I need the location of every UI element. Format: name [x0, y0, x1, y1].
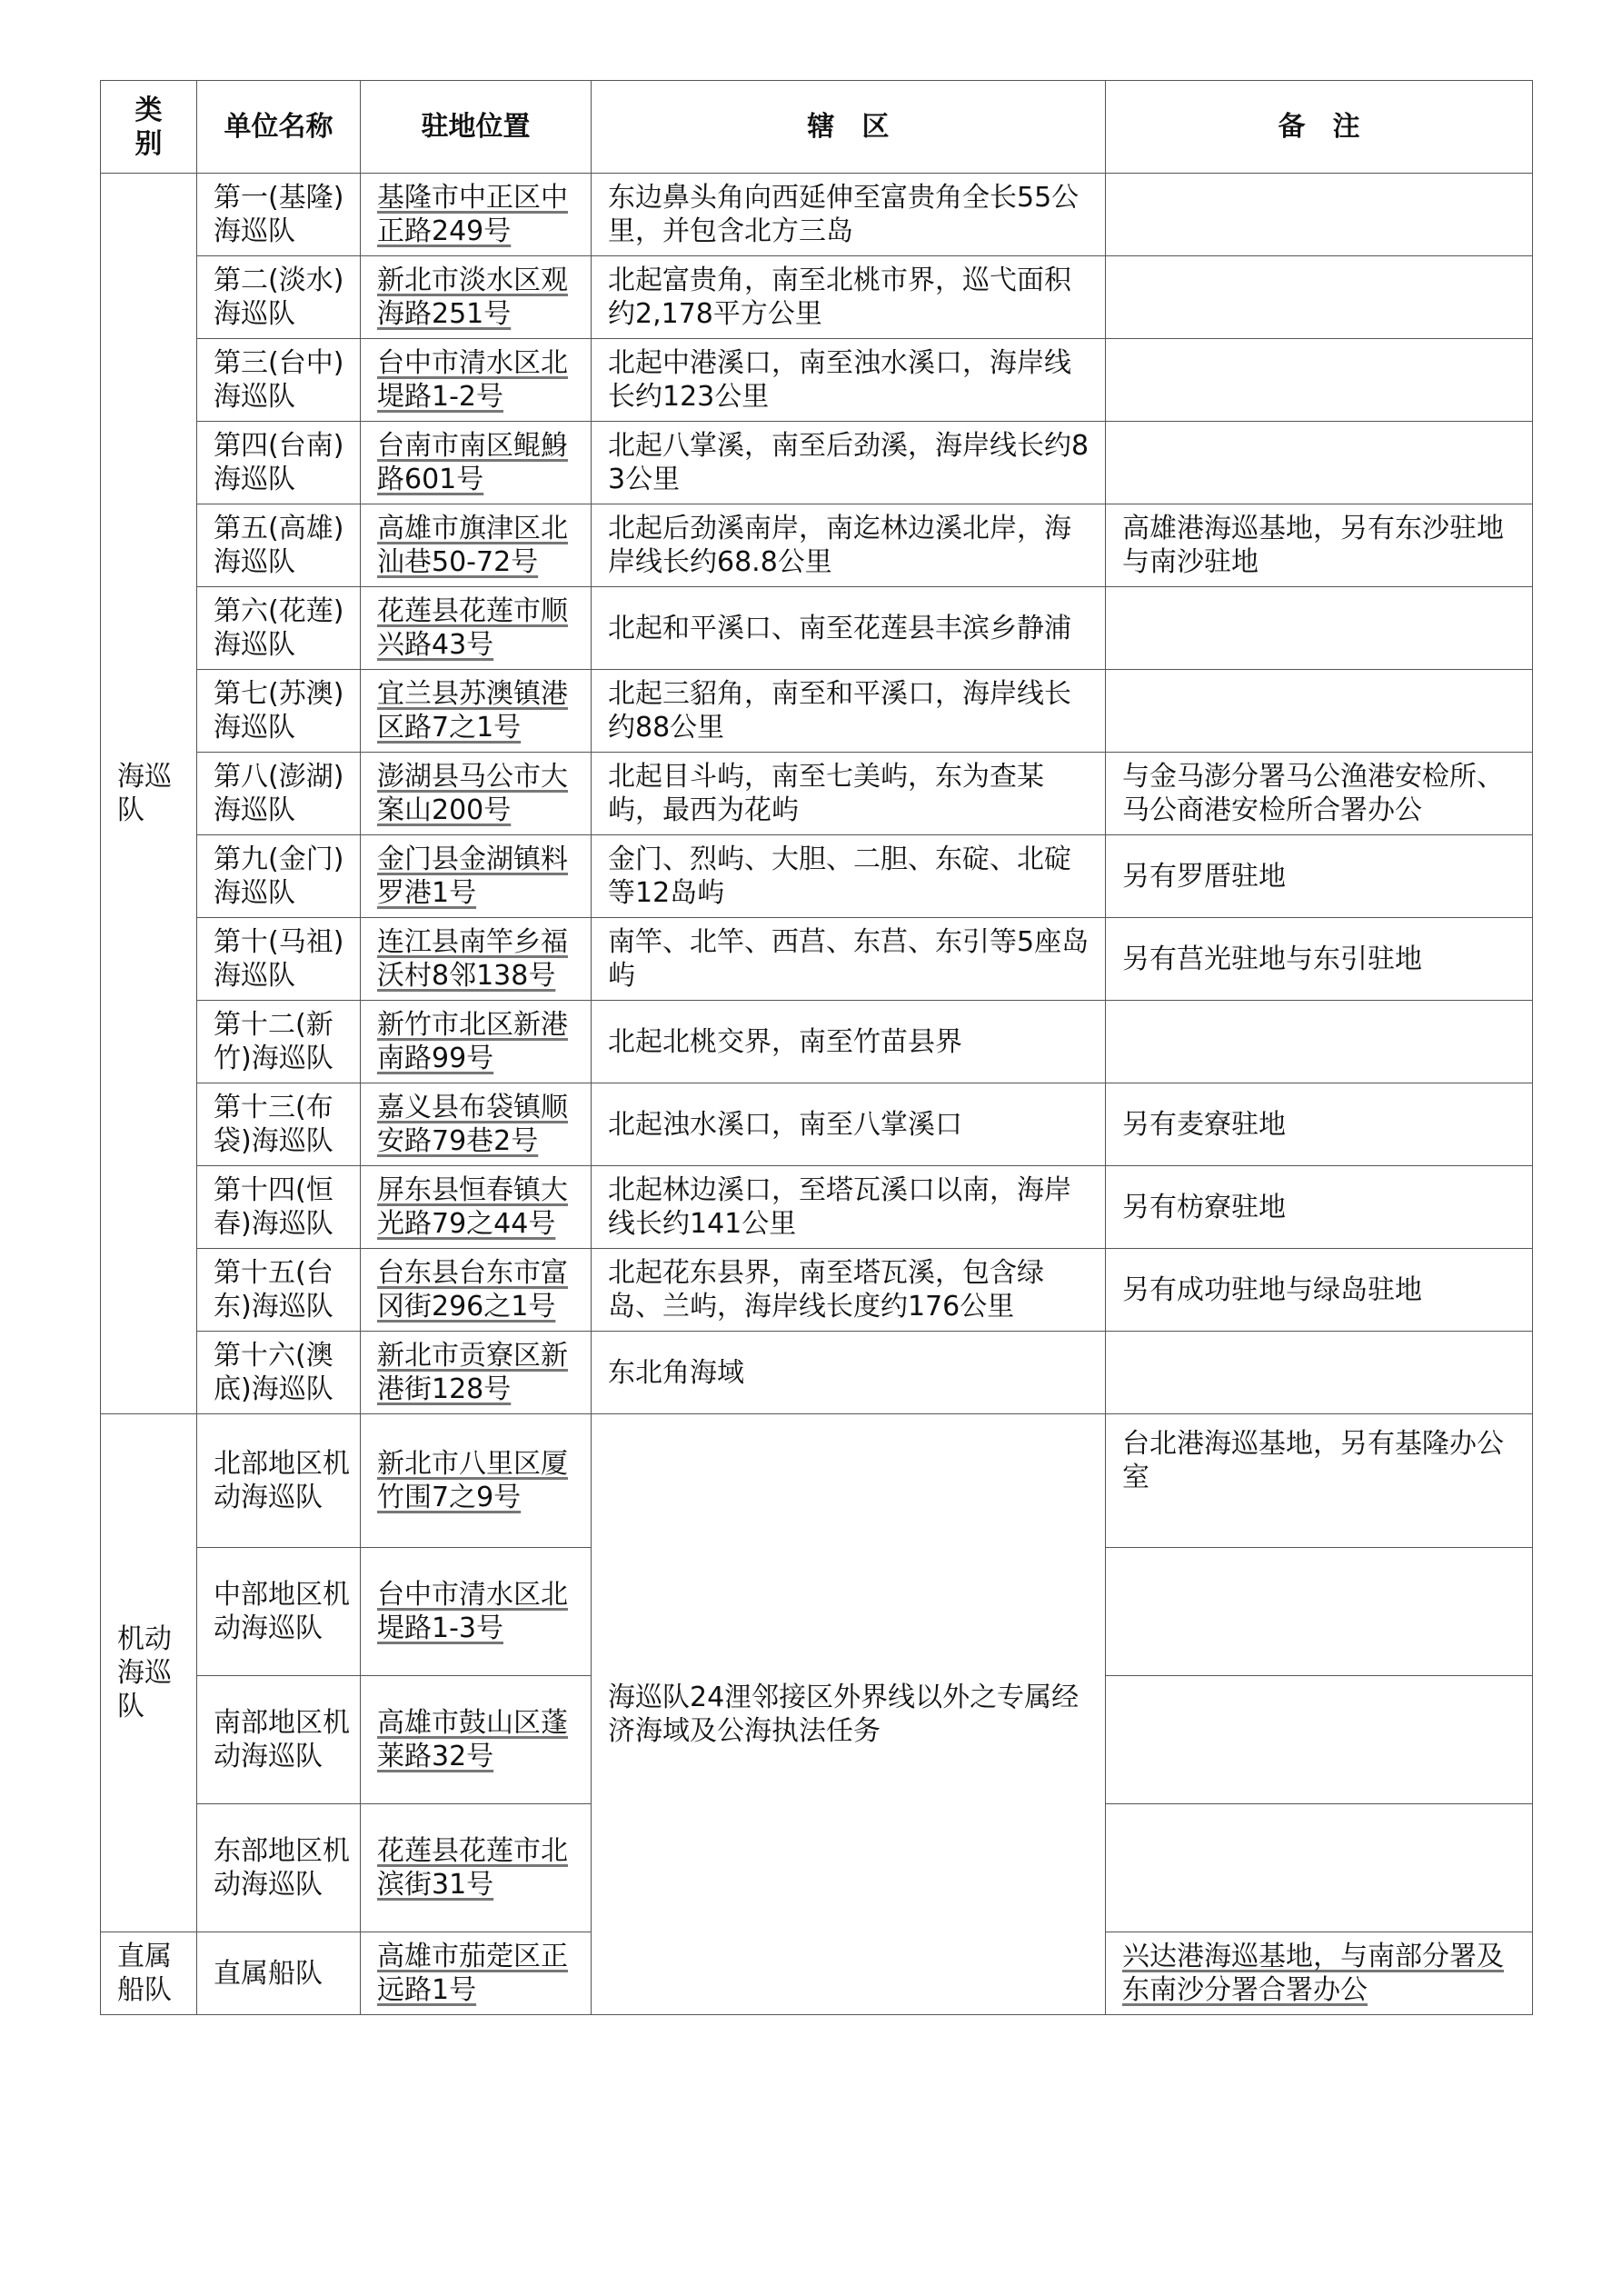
unit-name-cell: 第十(马祖)海巡队: [197, 918, 361, 1001]
location-cell: 新北市八里区厦竹围7之9号: [361, 1414, 592, 1548]
unit-name-cell: 东部地区机动海巡队: [197, 1804, 361, 1932]
unit-name-cell: 第五(高雄)海巡队: [197, 504, 361, 587]
remark-cell: 另有麦寮驻地: [1106, 1083, 1533, 1166]
unit-name-cell: 直属船队: [197, 1932, 361, 2015]
location-cell: 台中市清水区北堤路1-2号: [361, 339, 592, 422]
location-cell: 高雄市鼓山区蓬莱路32号: [361, 1676, 592, 1804]
jurisdiction-cell: 北起中港溪口，南至浊水溪口，海岸线长约123公里: [592, 339, 1106, 422]
table-row: [101, 587, 1533, 670]
location-cell: 花莲县花莲市顺兴路43号: [361, 587, 592, 670]
remark-cell: [1106, 174, 1533, 256]
unit-name-cell: 南部地区机动海巡队: [197, 1676, 361, 1804]
table-row: [101, 670, 1533, 753]
location-cell: 高雄市茄萣区正远路1号: [361, 1932, 592, 2015]
unit-name-cell: 第十四(恒春)海巡队: [197, 1166, 361, 1249]
location-cell: 台东县台东市富冈街296之1号: [361, 1249, 592, 1332]
remark-cell: [1106, 1001, 1533, 1083]
jurisdiction-cell: 北起富贵角，南至北桃市界，巡弋面积约2,178平方公里: [592, 256, 1106, 339]
unit-name-cell: 第十三(布袋)海巡队: [197, 1083, 361, 1166]
remark-cell: [1106, 1548, 1533, 1676]
table-row: [101, 422, 1533, 504]
unit-name-cell: 第十五(台东)海巡队: [197, 1249, 361, 1332]
category-cell: 机动海巡队: [101, 1414, 197, 1932]
remark-cell: [1106, 422, 1533, 504]
location-cell: 宜兰县苏澳镇港区路7之1号: [361, 670, 592, 753]
unit-name-cell: 第三(台中)海巡队: [197, 339, 361, 422]
unit-name-cell: 第八(澎湖)海巡队: [197, 753, 361, 835]
jurisdiction-cell: 北起八掌溪，南至后劲溪，海岸线长约83公里: [592, 422, 1106, 504]
location-cell: 新竹市北区新港南路99号: [361, 1001, 592, 1083]
jurisdiction-cell: 北起浊水溪口，南至八掌溪口: [592, 1083, 1106, 1166]
table-row: [101, 504, 1533, 587]
remark-cell: 高雄港海巡基地，另有东沙驻地与南沙驻地: [1106, 504, 1533, 587]
remark-cell: 另有罗厝驻地: [1106, 835, 1533, 918]
remark-cell: 兴达港海巡基地，与南部分署及东南沙分署合署办公: [1106, 1932, 1533, 2015]
location-cell: 基隆市中正区中正路249号: [361, 174, 592, 256]
table-row: [101, 835, 1533, 918]
remark-cell: 另有枋寮驻地: [1106, 1166, 1533, 1249]
unit-name-cell: 第十二(新竹)海巡队: [197, 1001, 361, 1083]
unit-name-cell: 第二(淡水)海巡队: [197, 256, 361, 339]
location-cell: 花莲县花莲市北滨街31号: [361, 1804, 592, 1932]
table-row: [101, 339, 1533, 422]
jurisdiction-cell: 金门、烈屿、大胆、二胆、东碇、北碇等12岛屿: [592, 835, 1106, 918]
location-cell: 高雄市旗津区北汕巷50-72号: [361, 504, 592, 587]
jurisdiction-cell: 东北角海域: [592, 1332, 1106, 1414]
remark-cell: [1106, 339, 1533, 422]
remark-cell: [1106, 1332, 1533, 1414]
location-cell: 新北市贡寮区新港街128号: [361, 1332, 592, 1414]
table-row: [101, 1249, 1533, 1332]
location-cell: 新北市淡水区观海路251号: [361, 256, 592, 339]
remark-cell: [1106, 1676, 1533, 1804]
header-category: 类 别: [101, 81, 197, 174]
location-cell: 金门县金湖镇料罗港1号: [361, 835, 592, 918]
remark-cell: 另有成功驻地与绿岛驻地: [1106, 1249, 1533, 1332]
header-jurisdiction: 辖 区: [592, 81, 1106, 174]
jurisdiction-cell: 北起后劲溪南岸，南迄林边溪北岸，海岸线长约68.8公里: [592, 504, 1106, 587]
header-unit-name: 单位名称: [197, 81, 361, 174]
jurisdiction-cell: 北起和平溪口、南至花莲县丰滨乡静浦: [592, 587, 1106, 670]
jurisdiction-cell: 北起三貂角，南至和平溪口，海岸线长约88公里: [592, 670, 1106, 753]
unit-name-cell: 北部地区机动海巡队: [197, 1414, 361, 1548]
remark-cell: 台北港海巡基地，另有基隆办公室: [1106, 1414, 1533, 1548]
unit-name-cell: 中部地区机动海巡队: [197, 1548, 361, 1676]
unit-name-cell: 第六(花莲)海巡队: [197, 587, 361, 670]
shared-jurisdiction-cell: 海巡队24浬邻接区外界线以外之专属经济海域及公海执法任务: [592, 1414, 1106, 2015]
location-cell: 嘉义县布袋镇顺安路79巷2号: [361, 1083, 592, 1166]
unit-name-cell: 第四(台南)海巡队: [197, 422, 361, 504]
location-cell: 连江县南竿乡福沃村8邻138号: [361, 918, 592, 1001]
location-cell: 屏东县恒春镇大光路79之44号: [361, 1166, 592, 1249]
location-cell: 台南市南区鲲鯓路601号: [361, 422, 592, 504]
table-row: [101, 256, 1533, 339]
header-location: 驻地位置: [361, 81, 592, 174]
table-row: [101, 753, 1533, 835]
table-row: [101, 1332, 1533, 1414]
remark-cell: [1106, 587, 1533, 670]
category-cell: 直属船队: [101, 1932, 197, 2015]
remark-cell: [1106, 670, 1533, 753]
location-cell: 澎湖县马公市大案山200号: [361, 753, 592, 835]
table-row: [101, 1001, 1533, 1083]
unit-name-cell: 第七(苏澳)海巡队: [197, 670, 361, 753]
table-row: [101, 1083, 1533, 1166]
remark-cell: [1106, 256, 1533, 339]
jurisdiction-cell: 北起林边溪口，至塔瓦溪口以南，海岸线长约141公里: [592, 1166, 1106, 1249]
unit-name-cell: 第一(基隆)海巡队: [197, 174, 361, 256]
jurisdiction-cell: 南竿、北竿、西莒、东莒、东引等5座岛屿: [592, 918, 1106, 1001]
location-cell: 台中市清水区北堤路1-3号: [361, 1548, 592, 1676]
jurisdiction-cell: 北起花东县界，南至塔瓦溪，包含绿岛、兰屿，海岸线长度约176公里: [592, 1249, 1106, 1332]
jurisdiction-cell: 东边鼻头角向西延伸至富贵角全长55公里，并包含北方三岛: [592, 174, 1106, 256]
header-remark: 备 注: [1106, 81, 1533, 174]
jurisdiction-cell: 北起北桃交界，南至竹苗县界: [592, 1001, 1106, 1083]
header-row: [101, 81, 1533, 174]
unit-name-cell: 第十六(澳底)海巡队: [197, 1332, 361, 1414]
remark-cell: [1106, 1804, 1533, 1932]
unit-name-cell: 第九(金门)海巡队: [197, 835, 361, 918]
category-cell: 海巡队: [101, 174, 197, 1414]
units-table: [100, 80, 1533, 2015]
table-row: [101, 918, 1533, 1001]
table-row: [101, 1414, 1533, 1548]
table-row: [101, 174, 1533, 256]
remark-cell: 与金马澎分署马公渔港安检所、马公商港安检所合署办公: [1106, 753, 1533, 835]
table-row: [101, 1166, 1533, 1249]
jurisdiction-cell: 北起目斗屿，南至七美屿，东为查某屿，最西为花屿: [592, 753, 1106, 835]
remark-cell: 另有莒光驻地与东引驻地: [1106, 918, 1533, 1001]
